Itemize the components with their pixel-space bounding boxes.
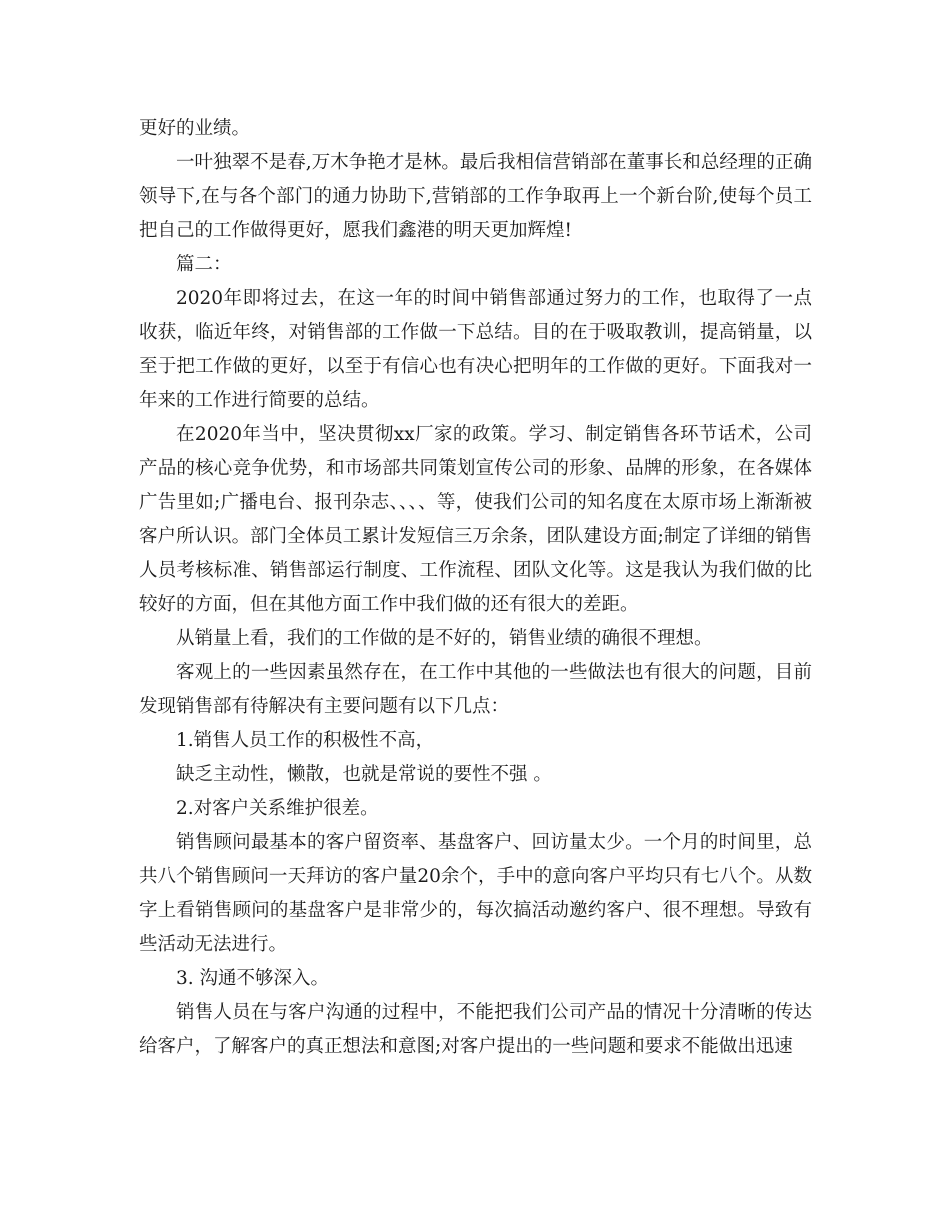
section-heading-part-two: 篇二： <box>176 254 232 275</box>
paragraph-1: 更好的业绩。 <box>139 118 251 139</box>
paragraph-7: 客观上的一些因素虽然存在，在工作中其他的一些做法也有很大的问题，目前发现销售部有待解决有主要问题有以下几点： <box>139 662 812 717</box>
paragraph-2: 一叶独翠不是春,万木争艳才是林。最后我相信营销部在董事长和总经理的正确领导下,在与各个部门的通力协助下,营销部的工作争取再上一个新台阶,使每个员工把自己的工作做得更好，愿我们鑫港的明天更加辉煌! <box>139 152 812 241</box>
list-item-2: 2.对客户关系维护很差。 <box>176 798 379 819</box>
paragraph-9: 缺乏主动性，懒散，也就是常说的要性不强 。 <box>176 764 552 785</box>
paragraph-6: 从销量上看，我们的工作做的是不好的，销售业绩的确很不理想。 <box>176 628 713 649</box>
paragraph-13: 销售人员在与客户沟通的过程中，不能把我们公司产品的情况十分清晰的传达给客户，了解客户的真正想法和意图;对客户提出的一些问题和要求不能做出迅速 <box>139 1002 812 1057</box>
paragraph-5: 在2020年当中，坚决贯彻xx厂家的政策。学习、制定销售各环节话术，公司产品的核心竞争优势，和市场部共同策划宣传公司的形象、品牌的形象，在各媒体广告里如;广播电台、报刊杂志、、、、等，使我们公司的知名度在太原市场上渐渐被客户所认识。部门全体员工累计发短信三万余条，团队建设方面;制定了详细的销售人员考核标准、销售部运行制度、工作流程、团队文化等。这是我认为我们做的比较好的方面，但在其他方面工作中我们做的还有很大的差距。 <box>139 424 812 615</box>
paragraph-4: 2020年即将过去，在这一年的时间中销售部通过努力的工作，也取得了一点收获，临近年终，对销售部的工作做一下总结。目的在于吸取教训，提高销量，以至于把工作做的更好，以至于有信心也有决心把明年的工作做的更好。下面我对一年来的工作进行简要的总结。 <box>139 288 812 411</box>
list-item-1: 1.销售人员工作的积极性不高， <box>176 730 435 751</box>
paragraph-11: 销售顾问最基本的客户留资率、基盘客户、回访量太少。一个月的时间里，总共八个销售顾问一天拜访的客户量20余个，手中的意向客户平均只有七八个。从数字上看销售顾问的基盘客户是非常少的，每次搞活动邀约客户、很不理想。导致有些活动无法进行。 <box>139 832 812 955</box>
document-body <box>139 112 812 1064</box>
list-item-3: 3. 沟通不够深入。 <box>176 968 330 989</box>
